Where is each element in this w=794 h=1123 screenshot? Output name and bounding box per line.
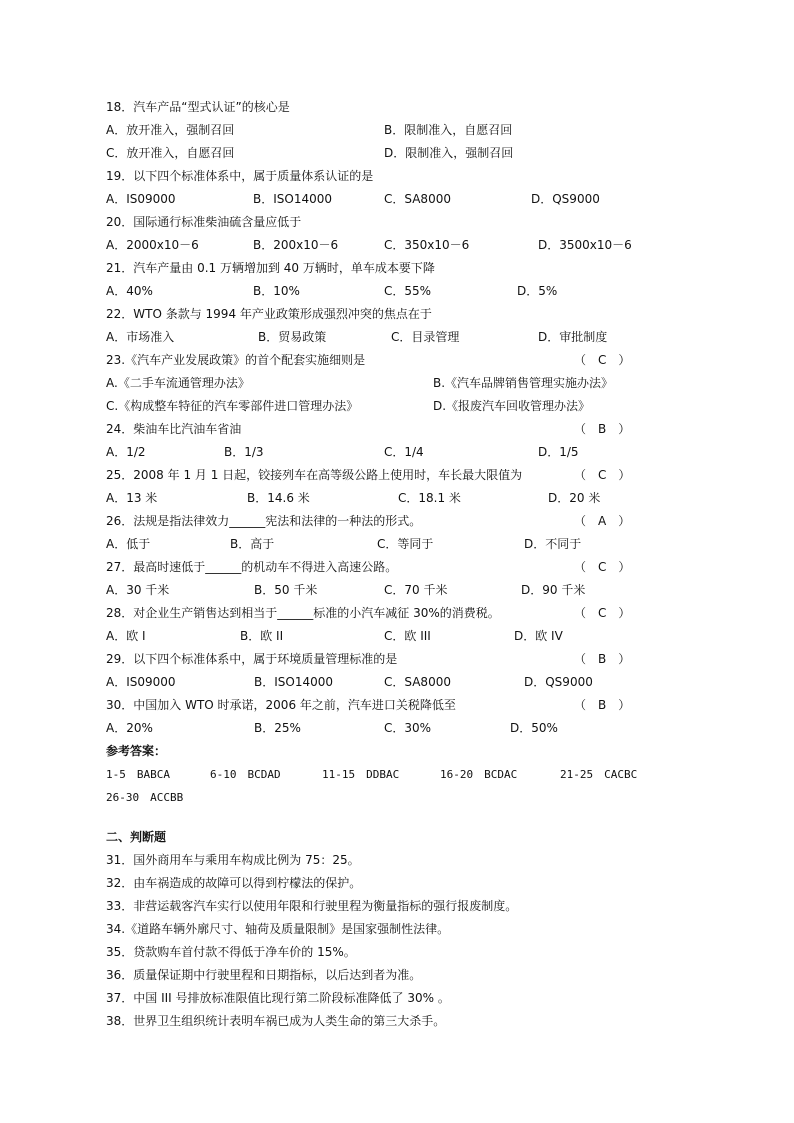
answer-group: 6-10 BCDAD xyxy=(210,768,281,781)
judgment-item xyxy=(106,964,666,987)
answer-key: （ C ） xyxy=(574,560,631,574)
question-stem: 29．以下四个标准体系中，属于环境质量管理标准的是 xyxy=(106,652,398,666)
option-a: A．放开准入，强制召回 xyxy=(106,123,235,137)
question-23 xyxy=(106,349,666,372)
answer-group: 11-15 DDBAC xyxy=(322,768,400,781)
question-stem: 20．国际通行标准柴油硫含量应低于 xyxy=(106,215,302,229)
option-c: C．目录管理 xyxy=(391,330,460,344)
answer-key: （ C ） xyxy=(574,606,631,620)
judgment-text: 32．由车祸造成的故障可以得到柠檬法的保护。 xyxy=(106,876,362,890)
answers-row xyxy=(106,763,666,786)
option-a: A．IS09000 xyxy=(106,675,176,689)
option-d: D．5% xyxy=(517,284,558,298)
option-a: A.《二手车流通管理办法》 xyxy=(106,376,250,390)
question-stem: 30．中国加入 WTO 时承诺，2006 年之前，汽车进口关税降低至 xyxy=(106,698,456,712)
option-c: C．350x10－6 xyxy=(384,238,470,252)
option-a: A．欧 I xyxy=(106,629,146,643)
options-row xyxy=(106,142,666,165)
option-d: D．欧 IV xyxy=(514,629,563,643)
option-d: D．QS9000 xyxy=(531,192,600,206)
answer-group: 1-5 BABCA xyxy=(106,768,170,781)
judgment-text: 34.《道路车辆外廓尺寸、轴荷及质量限制》是国家强制性法律。 xyxy=(106,922,450,936)
judgment-text: 31．国外商用车与乘用车构成比例为 75：25。 xyxy=(106,853,360,867)
option-d: D．50% xyxy=(510,721,558,735)
answer-key: （ B ） xyxy=(574,422,631,436)
option-c: C．30% xyxy=(384,721,432,735)
option-a: A．20% xyxy=(106,721,153,735)
option-a: A．IS09000 xyxy=(106,192,176,206)
exam-document xyxy=(106,96,666,1033)
question-19 xyxy=(106,165,666,188)
option-c: C．55% xyxy=(384,284,432,298)
options-row xyxy=(106,188,666,211)
section-heading xyxy=(106,826,666,849)
option-b: B．高于 xyxy=(230,537,275,551)
option-c: C．等同于 xyxy=(377,537,434,551)
options-row xyxy=(106,671,666,694)
option-b: B．1/3 xyxy=(224,445,264,459)
answer-group: 26-30 ACCBB xyxy=(106,791,184,804)
options-row xyxy=(106,395,666,418)
judgment-item xyxy=(106,1010,666,1033)
option-b: B．25% xyxy=(254,721,301,735)
option-a: A．1/2 xyxy=(106,445,146,459)
judgment-item xyxy=(106,849,666,872)
question-stem: 19．以下四个标准体系中，属于质量体系认证的是 xyxy=(106,169,374,183)
option-d: D．3500x10－6 xyxy=(538,238,632,252)
options-row xyxy=(106,441,666,464)
option-d: D．不同于 xyxy=(524,537,582,551)
question-stem: 21．汽车产量由 0.1 万辆增加到 40 万辆时，单车成本要下降 xyxy=(106,261,435,275)
question-27 xyxy=(106,556,666,579)
options-row xyxy=(106,326,666,349)
options-row xyxy=(106,280,666,303)
option-b: B．限制准入，自愿召回 xyxy=(384,123,513,137)
option-b: B．200x10－6 xyxy=(253,238,339,252)
option-b: B．ISO14000 xyxy=(254,675,334,689)
judgment-item xyxy=(106,941,666,964)
option-a: A．40% xyxy=(106,284,153,298)
question-stem: 26．法规是指法律效力______宪法和法律的一种法的形式。 xyxy=(106,514,422,528)
judgment-text: 38．世界卫生组织统计表明车祸已成为人类生命的第三大杀手。 xyxy=(106,1014,446,1028)
judgment-text: 37．中国 III 号排放标准限值比现行第二阶段标准降低了 30% 。 xyxy=(106,991,450,1005)
option-a: A．30 千米 xyxy=(106,583,170,597)
answer-group: 16-20 BCDAC xyxy=(440,768,518,781)
question-stem: 27．最高时速低于______的机动车不得进入高速公路。 xyxy=(106,560,398,574)
option-a: A．市场准入 xyxy=(106,330,175,344)
question-stem: 24．柴油车比汽油车省油 xyxy=(106,422,242,436)
options-row xyxy=(106,119,666,142)
answer-key: （ C ） xyxy=(574,353,631,367)
option-d: D．90 千米 xyxy=(521,583,586,597)
question-22 xyxy=(106,303,666,326)
option-b: B．10% xyxy=(253,284,300,298)
option-c: C．SA8000 xyxy=(384,675,451,689)
option-c: C．1/4 xyxy=(384,445,424,459)
judgment-item xyxy=(106,987,666,1010)
option-b: B.《汽车品牌销售管理实施办法》 xyxy=(433,376,614,390)
options-row xyxy=(106,579,666,602)
option-c: C．放开准入，自愿召回 xyxy=(106,146,235,160)
option-c: C．SA8000 xyxy=(384,192,451,206)
option-c: C．欧 III xyxy=(384,629,431,643)
option-d: D．QS9000 xyxy=(524,675,593,689)
option-d: D．限制准入，强制召回 xyxy=(384,146,514,160)
question-stem: 22．WTO 条款与 1994 年产业政策形成强烈冲突的焦点在于 xyxy=(106,307,432,321)
option-a: A．低于 xyxy=(106,537,151,551)
option-b: B．贸易政策 xyxy=(258,330,327,344)
options-row xyxy=(106,487,666,510)
question-30 xyxy=(106,694,666,717)
options-row xyxy=(106,717,666,740)
question-18 xyxy=(106,96,666,119)
option-b: B．14.6 米 xyxy=(247,491,310,505)
answer-key: （ B ） xyxy=(574,698,631,712)
option-b: B．欧 II xyxy=(240,629,284,643)
question-28 xyxy=(106,602,666,625)
question-stem: 18．汽车产品“型式认证”的核心是 xyxy=(106,100,290,114)
option-c: C．18.1 米 xyxy=(398,491,461,505)
option-c: C.《构成整车特征的汽车零部件进口管理办法》 xyxy=(106,399,359,413)
judgment-item xyxy=(106,895,666,918)
judgment-text: 33．非营运载客汽车实行以使用年限和行驶里程为衡量指标的强行报废制度。 xyxy=(106,899,518,913)
question-stem: 23.《汽车产业发展政策》的首个配套实施细则是 xyxy=(106,353,366,367)
judgment-text: 35．贷款购车首付款不得低于净车价的 15%。 xyxy=(106,945,356,959)
option-d: D.《报废汽车回收管理办法》 xyxy=(433,399,591,413)
option-a: A．2000x10－6 xyxy=(106,238,199,252)
judgment-item xyxy=(106,918,666,941)
option-d: D．审批制度 xyxy=(538,330,608,344)
option-a: A．13 米 xyxy=(106,491,158,505)
question-29 xyxy=(106,648,666,671)
answer-key: （ B ） xyxy=(574,652,631,666)
question-21 xyxy=(106,257,666,280)
answers-heading-text: 参考答案： xyxy=(106,744,167,758)
question-26 xyxy=(106,510,666,533)
section-heading-text: 二、判断题 xyxy=(106,830,167,844)
option-b: B．50 千米 xyxy=(254,583,318,597)
options-row xyxy=(106,533,666,556)
question-stem: 28．对企业生产销售达到相当于______标准的小汽车减征 30%的消费税。 xyxy=(106,606,500,620)
judgment-text: 36．质量保证期中行驶里程和日期指标，以后达到者为准。 xyxy=(106,968,422,982)
options-row xyxy=(106,625,666,648)
option-c: C．70 千米 xyxy=(384,583,448,597)
question-20 xyxy=(106,211,666,234)
options-row xyxy=(106,234,666,257)
answer-key: （ C ） xyxy=(574,468,631,482)
question-stem: 25．2008 年 1 月 1 日起，铰接列车在高等级公路上使用时，车长最大限值为 xyxy=(106,468,523,482)
options-row xyxy=(106,372,666,395)
question-25 xyxy=(106,464,666,487)
option-d: D．20 米 xyxy=(548,491,601,505)
answer-key: （ A ） xyxy=(574,514,631,528)
question-24 xyxy=(106,418,666,441)
option-d: D．1/5 xyxy=(538,445,579,459)
answers-row xyxy=(106,786,666,809)
judgment-item xyxy=(106,872,666,895)
answers-heading xyxy=(106,740,666,763)
answer-group: 21-25 CACBC xyxy=(560,768,638,781)
option-b: B．ISO14000 xyxy=(253,192,333,206)
